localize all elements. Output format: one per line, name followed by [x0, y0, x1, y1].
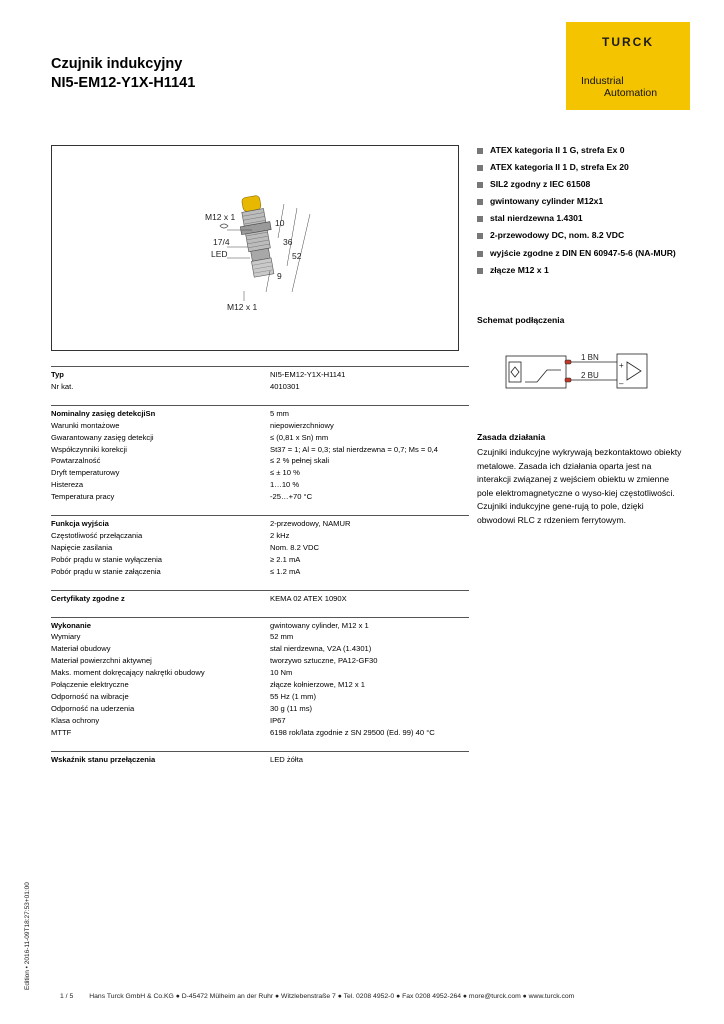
spec-key: Materiał powierzchni aktywnej	[51, 656, 152, 666]
spec-key: Temperatura pracy	[51, 492, 115, 502]
feature-item: ATEX kategoria II 1 G, strefa Ex 0	[477, 145, 687, 157]
spec-key: Nr kat.	[51, 381, 74, 391]
logo-industrial: Industrial	[581, 75, 624, 87]
spec-row	[51, 667, 469, 679]
spec-key: Nominalny zasięg detekcjiSn	[51, 408, 156, 418]
spec-value: 30 g (11 ms)	[270, 703, 313, 713]
spec-value: ≤ 1.2 mA	[270, 566, 301, 576]
spec-key: Częstotliwość przełączania	[51, 530, 143, 540]
spec-key: Typ	[51, 370, 64, 379]
spec-group	[51, 515, 469, 578]
drawing-wrench-size: 17/4	[213, 237, 230, 247]
spec-value: tworzywo sztuczne, PA12-GF30	[270, 656, 378, 666]
bullet-icon	[477, 251, 483, 257]
spec-key: Pobór prądu w stanie załączenia	[51, 566, 161, 576]
feature-item: ATEX kategoria II 1 D, strefa Ex 20	[477, 162, 687, 174]
spec-row	[51, 593, 469, 605]
bullet-icon	[477, 182, 483, 188]
wiring-schematic	[505, 350, 650, 398]
spec-key: Połączenie elektryczne	[51, 680, 129, 690]
spec-row	[51, 566, 469, 578]
feature-item: złącze M12 x 1	[477, 265, 687, 277]
spec-value: St37 = 1; Al = 0,3; stal nierdzewna = 0,7; Ms = 0,4	[270, 444, 439, 454]
spec-value: 2-przewodowy, NAMUR	[270, 519, 351, 529]
bullet-icon	[477, 165, 483, 171]
drawing-led-label: LED	[211, 249, 228, 259]
spec-group	[51, 590, 469, 605]
spec-row	[51, 369, 469, 381]
spec-value: 52 mm	[270, 632, 294, 642]
spec-group	[51, 751, 469, 766]
spec-row	[51, 754, 469, 766]
spec-value: 10 Nm	[270, 668, 293, 678]
spec-row	[51, 691, 469, 703]
drawing-dim-36: 36	[283, 237, 293, 247]
bullet-icon	[477, 268, 483, 274]
spec-value: ≤ 2 % pełnej skali	[270, 456, 330, 466]
spec-table	[51, 366, 469, 777]
feature-item: stal nierdzewna 1.4301	[477, 213, 687, 225]
spec-value: 5 mm	[270, 408, 289, 418]
edition-stamp: Edition • 2016-11-09T18:27:53+01:00	[24, 882, 31, 990]
spec-row	[51, 715, 469, 727]
spec-row	[51, 381, 469, 393]
spec-row	[51, 479, 469, 491]
spec-group	[51, 617, 469, 739]
feature-item: SIL2 zgodny z IEC 61508	[477, 179, 687, 191]
spec-key: Histereza	[51, 480, 84, 490]
wire-2-label: 2 BU	[581, 371, 599, 380]
spec-key: Gwarantowany zasięg detekcji	[51, 432, 154, 442]
bullet-icon	[477, 148, 483, 154]
title-line-1: Czujnik indukcyjny	[51, 56, 183, 72]
drawing-dim-52: 52	[292, 251, 302, 261]
spec-row	[51, 643, 469, 655]
feature-list	[477, 145, 687, 282]
spec-row	[51, 420, 469, 432]
feature-item: gwintowany cylinder M12x1	[477, 196, 687, 208]
spec-row	[51, 491, 469, 503]
spec-value: ≥ 2.1 mA	[270, 554, 301, 564]
spec-key: Materiał obudowy	[51, 644, 111, 654]
spec-row	[51, 408, 469, 420]
spec-key: MTTF	[51, 727, 72, 737]
spec-row	[51, 467, 469, 479]
spec-key: Dryft temperaturowy	[51, 468, 120, 478]
spec-value: ≤ (0,81 x Sn) mm	[270, 432, 329, 442]
spec-row	[51, 518, 469, 530]
spec-value: złącze kołnierzowe, M12 x 1	[270, 680, 365, 690]
spec-key: Certyfikaty zgodne z	[51, 593, 125, 603]
principle-title: Zasada działania	[477, 432, 546, 442]
spec-row	[51, 631, 469, 643]
spec-row	[51, 554, 469, 566]
spec-key: Klasa ochrony	[51, 715, 100, 725]
spec-value: stal nierdzewna, V2A (1.4301)	[270, 644, 372, 654]
wire-1-label: 1 BN	[581, 353, 599, 362]
pin-2-icon	[565, 378, 571, 382]
spec-value: 2 kHz	[270, 530, 290, 540]
spec-value: ≤ ± 10 %	[270, 468, 300, 478]
spec-row	[51, 727, 469, 739]
spec-row	[51, 455, 469, 467]
spec-value: Nom. 8.2 VDC	[270, 542, 319, 552]
spec-row	[51, 620, 469, 632]
title-line-2: NI5-EM12-Y1X-H1141	[51, 75, 196, 91]
spec-value: 55 Hz (1 mm)	[270, 691, 316, 701]
spec-key: Warunki montażowe	[51, 420, 120, 430]
spec-key: Pobór prądu w stanie wyłączenia	[51, 554, 163, 564]
spec-group	[51, 366, 469, 393]
product-drawing-frame	[51, 145, 459, 351]
feature-item: 2-przewodowy DC, nom. 8.2 VDC	[477, 230, 687, 242]
schematic-title: Schemat podłączenia	[477, 315, 565, 325]
logo-automation: Automation	[604, 87, 658, 99]
spec-key: Maks. moment dokręcający nakrętki obudowy	[51, 668, 205, 678]
spec-key: Odporność na wibracje	[51, 691, 129, 701]
pin-1-icon	[565, 360, 571, 364]
spec-row	[51, 542, 469, 554]
spec-value: 6198 rok/lata zgodnie z SN 29500 (Ed. 99) 40 °C	[270, 727, 435, 737]
spec-key: Odporność na uderzenia	[51, 703, 135, 713]
bullet-icon	[477, 216, 483, 222]
spec-row	[51, 703, 469, 715]
spec-key: Współczynniki korekcji	[51, 444, 127, 454]
spec-value: 1…10 %	[270, 480, 300, 490]
spec-value: niepowierzchniowy	[270, 420, 334, 430]
wrench-icon	[220, 224, 228, 228]
spec-value: -25…+70 °C	[270, 492, 313, 502]
drawing-thread-bottom: M12 x 1	[227, 302, 258, 312]
drawing-dim-9: 9	[277, 271, 282, 281]
spec-row	[51, 679, 469, 691]
spec-value: gwintowany cylinder, M12 x 1	[270, 620, 369, 630]
principle-text: Czujniki indukcyjne wykrywają bezkontaktowo obiekty metalowe. Zasada ich działania oparta jest na interakcji związanej z wejściem obiektu w zmienne pole elektromagnetyczne o wyso-kiej częstotliwości. Czujniki indukcyjne gene-rują to pole, dzięki obwodowi RLC z rdzeniem ferrytowym.	[477, 447, 682, 525]
spec-key: Funkcja wyjścia	[51, 519, 109, 529]
spec-key: Wskaźnik stanu przełączenia	[51, 754, 156, 764]
spec-row	[51, 432, 469, 444]
spec-row	[51, 444, 469, 456]
spec-value: KEMA 02 ATEX 1090X	[270, 593, 347, 603]
spec-value: LED żółta	[270, 754, 303, 764]
spec-key: Napięcie zasilania	[51, 542, 113, 552]
spec-group	[51, 405, 469, 503]
page-number: 1 / 5	[60, 993, 74, 1000]
spec-value: 4010301	[270, 381, 300, 391]
feature-item: wyjście zgodne z DIN EN 60947-5-6 (NA-MUR)	[477, 248, 687, 260]
bullet-icon	[477, 233, 483, 239]
page-footer	[60, 993, 574, 1000]
spec-value: IP67	[270, 715, 286, 725]
plus-label: +	[619, 361, 624, 370]
spec-key: Powtarzalność	[51, 456, 101, 466]
turck-logo-wordmark: TURCK	[602, 35, 654, 49]
spec-key: Wykonanie	[51, 620, 91, 630]
minus-label: –	[619, 379, 624, 388]
drawing-thread-top: M12 x 1	[205, 212, 236, 222]
spec-key: Wymiary	[51, 632, 81, 642]
spec-row	[51, 530, 469, 542]
spec-value: NI5-EM12-Y1X-H1141	[270, 370, 346, 379]
document-title	[51, 55, 195, 93]
company-address: Hans Turck GmbH & Co.KG ● D-45472 Mülheim an der Ruhr ● Witzlebenstraße 7 ● Tel. 0208 4952-0 ● Fax 0208 4952-264 ● more@turck.com ● www.turck.com	[89, 993, 575, 1000]
sensor-dimension-drawing	[52, 146, 458, 350]
drawing-dim-10: 10	[275, 218, 285, 228]
bullet-icon	[477, 199, 483, 205]
spec-row	[51, 655, 469, 667]
